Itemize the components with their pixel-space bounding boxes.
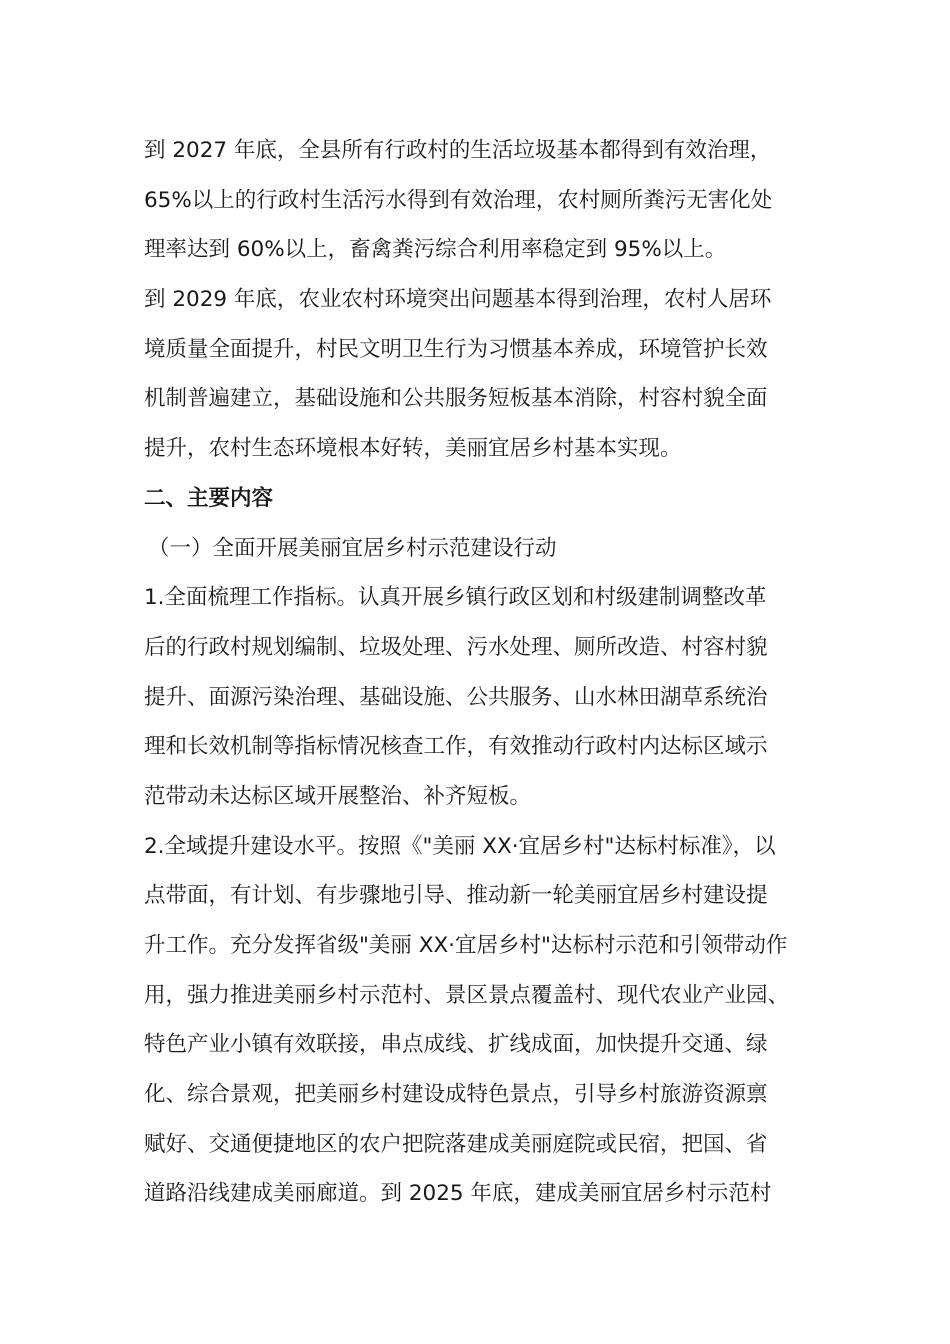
paragraph-line: 65%以上的行政村生活污水得到有效治理，农村厕所粪污无害化处: [144, 187, 773, 213]
paragraph-line: 境质量全面提升，村民文明卫生行为习惯基本养成，环境管护长效: [144, 336, 768, 362]
paragraph-line: 特色产业小镇有效联接，串点成线、扩线成面，加快提升交通、绿: [144, 1032, 768, 1058]
paragraph-line: 范带动未达标区域开展整治、补齐短板。: [144, 783, 532, 809]
paragraph-line: 点带面，有计划、有步骤地引导、推动新一轮美丽宜居乡村建设提: [144, 883, 768, 909]
paragraph-line: 赋好、交通便捷地区的农户把院落建成美丽庭院或民宿，把国、省: [144, 1131, 768, 1157]
paragraph-line: 提升、面源污染治理、基础设施、公共服务、山水林田湖草系统治: [144, 684, 768, 710]
paragraph-line: 理和长效机制等指标情况核查工作，有效推动行政村内达标区域示: [144, 734, 768, 760]
paragraph-line: 理率达到 60%以上，畜禽粪污综合利用率稳定到 95%以上。: [144, 237, 727, 263]
paragraph-line: 升工作。充分发挥省级"美丽 XX·宜居乡村"达标村示范和引领带动作: [144, 933, 788, 958]
paragraph-line: 用，强力推进美丽乡村示范村、景区景点覆盖村、现代农业产业园、: [144, 982, 790, 1008]
paragraph-line: 到 2029 年底，农业农村环境突出问题基本得到治理，农村人居环: [144, 287, 772, 313]
paragraph-line: 机制普遍建立，基础设施和公共服务短板基本消除，村容村貌全面: [144, 386, 768, 412]
paragraph-line: 化、综合景观，把美丽乡村建设成特色景点，引导乡村旅游资源禀: [144, 1082, 768, 1108]
paragraph-line: 2.全域提升建设水平。按照《"美丽 XX·宜居乡村"达标村标准》，以: [144, 833, 776, 859]
paragraph-line: 1.全面梳理工作指标。认真开展乡镇行政区划和村级建制调整改革: [144, 585, 767, 611]
paragraph-line: 到 2027 年底，全县所有行政村的生活垃圾基本都得到有效治理，: [144, 138, 772, 163]
document-page: [144, 126, 808, 1219]
paragraph-line: 道路沿线建成美丽廊道。到 2025 年底，建成美丽宜居乡村示范村: [144, 1181, 772, 1207]
section-heading: 二、主要内容: [144, 485, 274, 511]
paragraph-line: 后的行政村规划编制、垃圾处理、污水处理、厕所改造、村容村貌: [144, 634, 768, 660]
paragraph-line: 提升，农村生态环境根本好转，美丽宜居乡村基本实现。: [144, 436, 682, 462]
subsection-heading: （一）全面开展美丽宜居乡村示范建设行动: [148, 535, 557, 561]
